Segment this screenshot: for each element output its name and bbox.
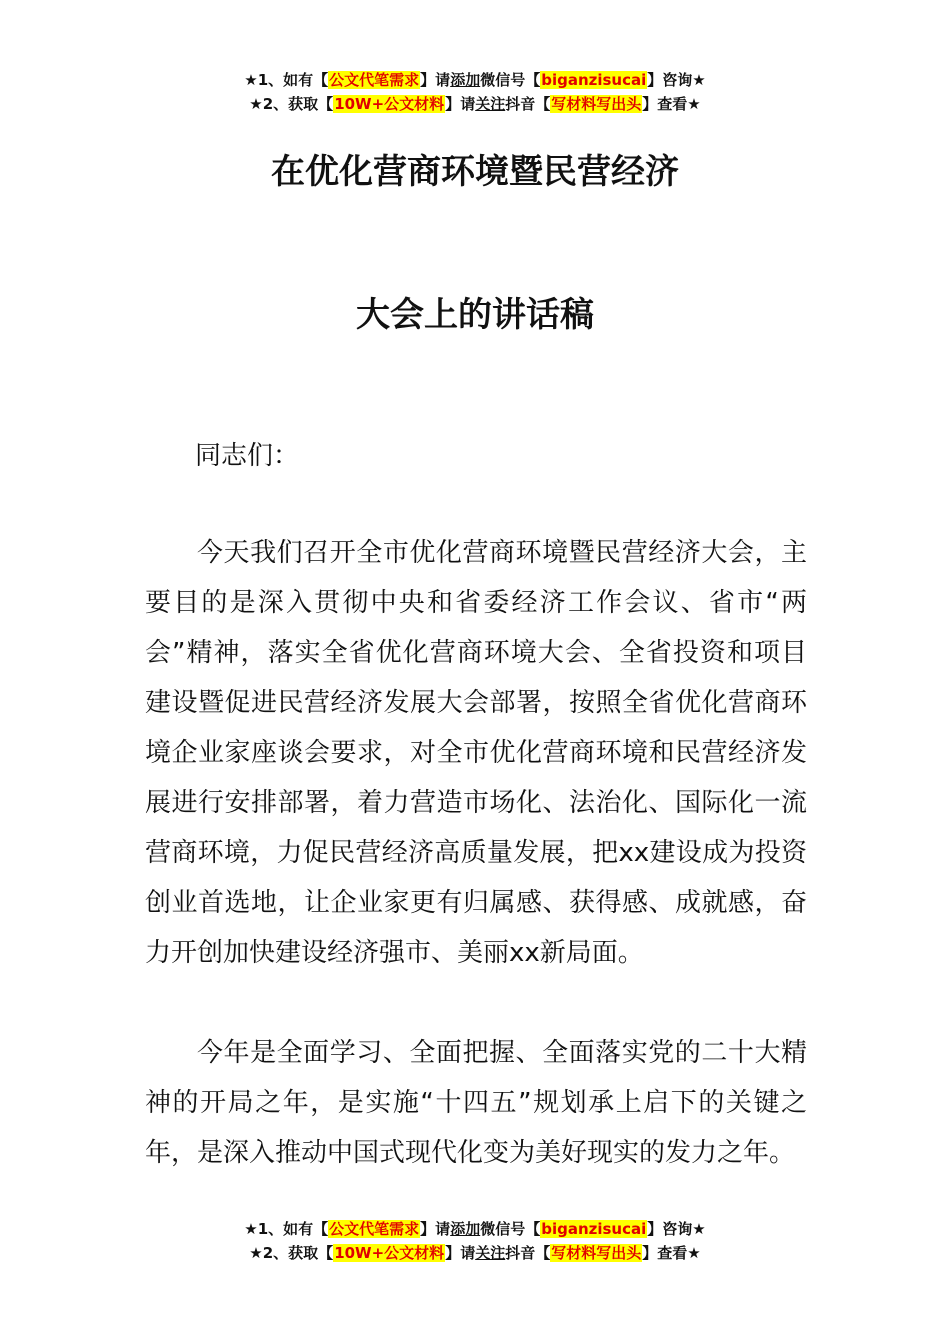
banner-text: 抖音【: [505, 95, 551, 113]
banner-text: 】请: [420, 1220, 451, 1238]
banner-text: 】查看★: [642, 95, 701, 113]
banner-text: 】咨询★: [647, 1220, 706, 1238]
highlight-service: 公文代笔需求: [329, 1220, 420, 1238]
banner-text: 】请: [445, 95, 476, 113]
highlight-douyin-account: 写材料写出头: [551, 95, 642, 113]
highlight-materials: 10W+公文材料: [334, 1244, 445, 1262]
banner-text: 微信号【: [480, 1220, 541, 1238]
banner-line-1: [0, 1217, 950, 1241]
banner-text: 】请: [445, 1244, 476, 1262]
underlined-text: 关注: [475, 95, 506, 113]
banner-line-2: [0, 92, 950, 116]
banner-text: 微信号【: [480, 71, 541, 89]
banner-line-2: [0, 1241, 950, 1265]
banner-text: 抖音【: [505, 1244, 551, 1262]
underlined-text: 添加: [450, 1220, 481, 1238]
underlined-text: 关注: [475, 1244, 506, 1262]
banner-text: ★2、获取【: [249, 95, 334, 113]
banner-text: ★1、如有【: [244, 71, 329, 89]
banner-text: ★2、获取【: [249, 1244, 334, 1262]
banner-text: ★1、如有【: [244, 1220, 329, 1238]
banner-text: 】咨询★: [647, 71, 706, 89]
header-banner: [0, 68, 950, 116]
body-paragraph-2: 今年是全面学习、全面把握、全面落实党的二十大精神的开局之年，是实施“十四五”规划承上启下的关键之年，是深入推动中国式现代化变为美好现实的发力之年。: [145, 1038, 807, 1168]
banner-text: 】请: [420, 71, 451, 89]
highlight-wechat-id: biganzisucai: [541, 71, 647, 89]
highlight-douyin-account: 写材料写出头: [551, 1244, 642, 1262]
document-title-line-1: 在优化营商环境暨民营经济: [271, 152, 679, 192]
footer-banner: [0, 1217, 950, 1265]
document-title-line-2: 大会上的讲话稿: [356, 295, 594, 335]
body-paragraph-1: 今天我们召开全市优化营商环境暨民营经济大会，主要目的是深入贯彻中央和省委经济工作会议、省市“两会”精神，落实全省优化营商环境大会、全省投资和项目建设暨促进民营经济发展大会部署，按照全省优化营商环境企业家座谈会要求，对全市优化营商环境和民营经济发展进行安排部署，着力营造市场化、法治化、国际化一流营商环境，力促民营经济高质量发展，把xx建设成为投资创业首选地，让企业家更有归属感、获得感、成就感，奋力开创加快建设经济强市、美丽xx新局面。: [145, 538, 807, 968]
underlined-text: 添加: [450, 71, 481, 89]
highlight-wechat-id: biganzisucai: [541, 1220, 647, 1238]
banner-line-1: [0, 68, 950, 92]
banner-text: 】查看★: [642, 1244, 701, 1262]
salutation: 同志们：: [195, 441, 300, 471]
highlight-materials: 10W+公文材料: [334, 95, 445, 113]
highlight-service: 公文代笔需求: [329, 71, 420, 89]
